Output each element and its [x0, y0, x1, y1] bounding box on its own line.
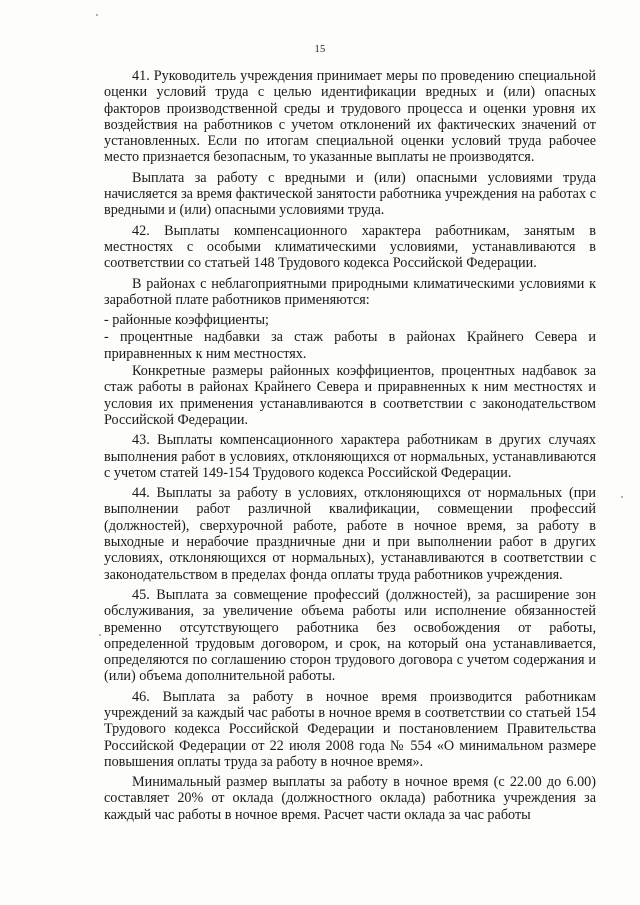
paragraph-41-hazard-pay: Выплата за работу с вредными и (или) опасными условиями труда начисляется за время фактической занятости работника учреждения на работах с вредными и (или) опасными условиями труда. — [104, 169, 596, 219]
page-number: 15 — [314, 44, 326, 55]
paragraph-42-specific-sizes: Конкретные размеры районных коэффициентов, процентных надбавок за стаж работы в районах Крайнего Севера и приравненных к ним местностях и условия их применения устанавливаются в соответствии с законодательством Российской Федерации. — [104, 363, 596, 428]
paragraph-46: 46. Выплата за работу в ночное время производится работникам учреждений за каждый час работы в ночное время в соответствии со статьей 154 Трудового кодекса Российской Федерации и постановлением Правительства Российской Федерации от 22 июля 2008 года № 554 «О минимальном размере повышения оплаты труда за работу в ночное время». — [104, 688, 596, 770]
paragraph-46-minimum-rate: Минимальный размер выплаты за работу в ночное время (с 22.00 до 6.00) составляет 20% от оклада (должностного оклада) работника учреждения за каждый час работы в ночное время. Расчет части оклада за час работы — [104, 774, 596, 823]
paragraph-45: 45. Выплата за совмещение профессий (должностей), за расширение зон обслуживания, за увеличение объема работы или исполнение обязанностей временно отсутствующего работника без освобождения от работы, определенной трудовым договором, и срок, на который она устанавливается, определяются по соглашению сторон трудового договора с учетом содержания и (или) объема дополнительной работы. — [104, 586, 596, 685]
list-item-percentage-allowances: - процентные надбавки за стаж работы в районах Крайнего Севера и приравненных к ним местностях. — [104, 329, 596, 362]
list-item-regional-coefficients: - районные коэффициенты; — [104, 312, 269, 329]
paragraph-44: 44. Выплаты за работу в условиях, отклоняющихся от нормальных (при выполнении работ различной квалификации, совмещении профессий (должностей), сверхурочной работе, работе в ночное время, за работу в выходные и нерабочие праздничные дни и при выполнении работ в других условиях, отклоняющихся от нормальных), устанавливаются в соответствии с законодательством в пределах фонда оплаты труда работников учреждения. — [104, 485, 596, 583]
document-body — [104, 68, 596, 827]
scan-speck — [621, 496, 623, 498]
scan-speck — [99, 634, 101, 636]
paragraph-42-regions-intro: В районах с неблагоприятными природными климатическими условиями к заработной плате работников применяются: — [104, 275, 596, 308]
paragraph-41: 41. Руководитель учреждения принимает меры по проведению специальной оценки условий труда с целью идентификации вредных и (или) опасных факторов производственной среды и трудового процесса и оценки уровня их воздействия на работников с учетом отклонений их фактических значений от установленных. Если по итогам специальной оценки условий труда рабочее место признается безопасным, то указанные выплаты не производятся. — [104, 68, 596, 166]
paragraph-42: 42. Выплаты компенсационного характера работникам, занятым в местностях с особыми климатическими условиями, устанавливаются в соответствии со статьей 148 Трудового кодекса Российской Федерации. — [104, 222, 596, 272]
paragraph-43: 43. Выплаты компенсационного характера работникам в других случаях выполнения работ в условиях, отклоняющихся от нормальных, устанавливаются с учетом статей 149-154 Трудового кодекса Российской Федерации. — [104, 432, 596, 481]
scan-speck — [96, 14, 98, 16]
